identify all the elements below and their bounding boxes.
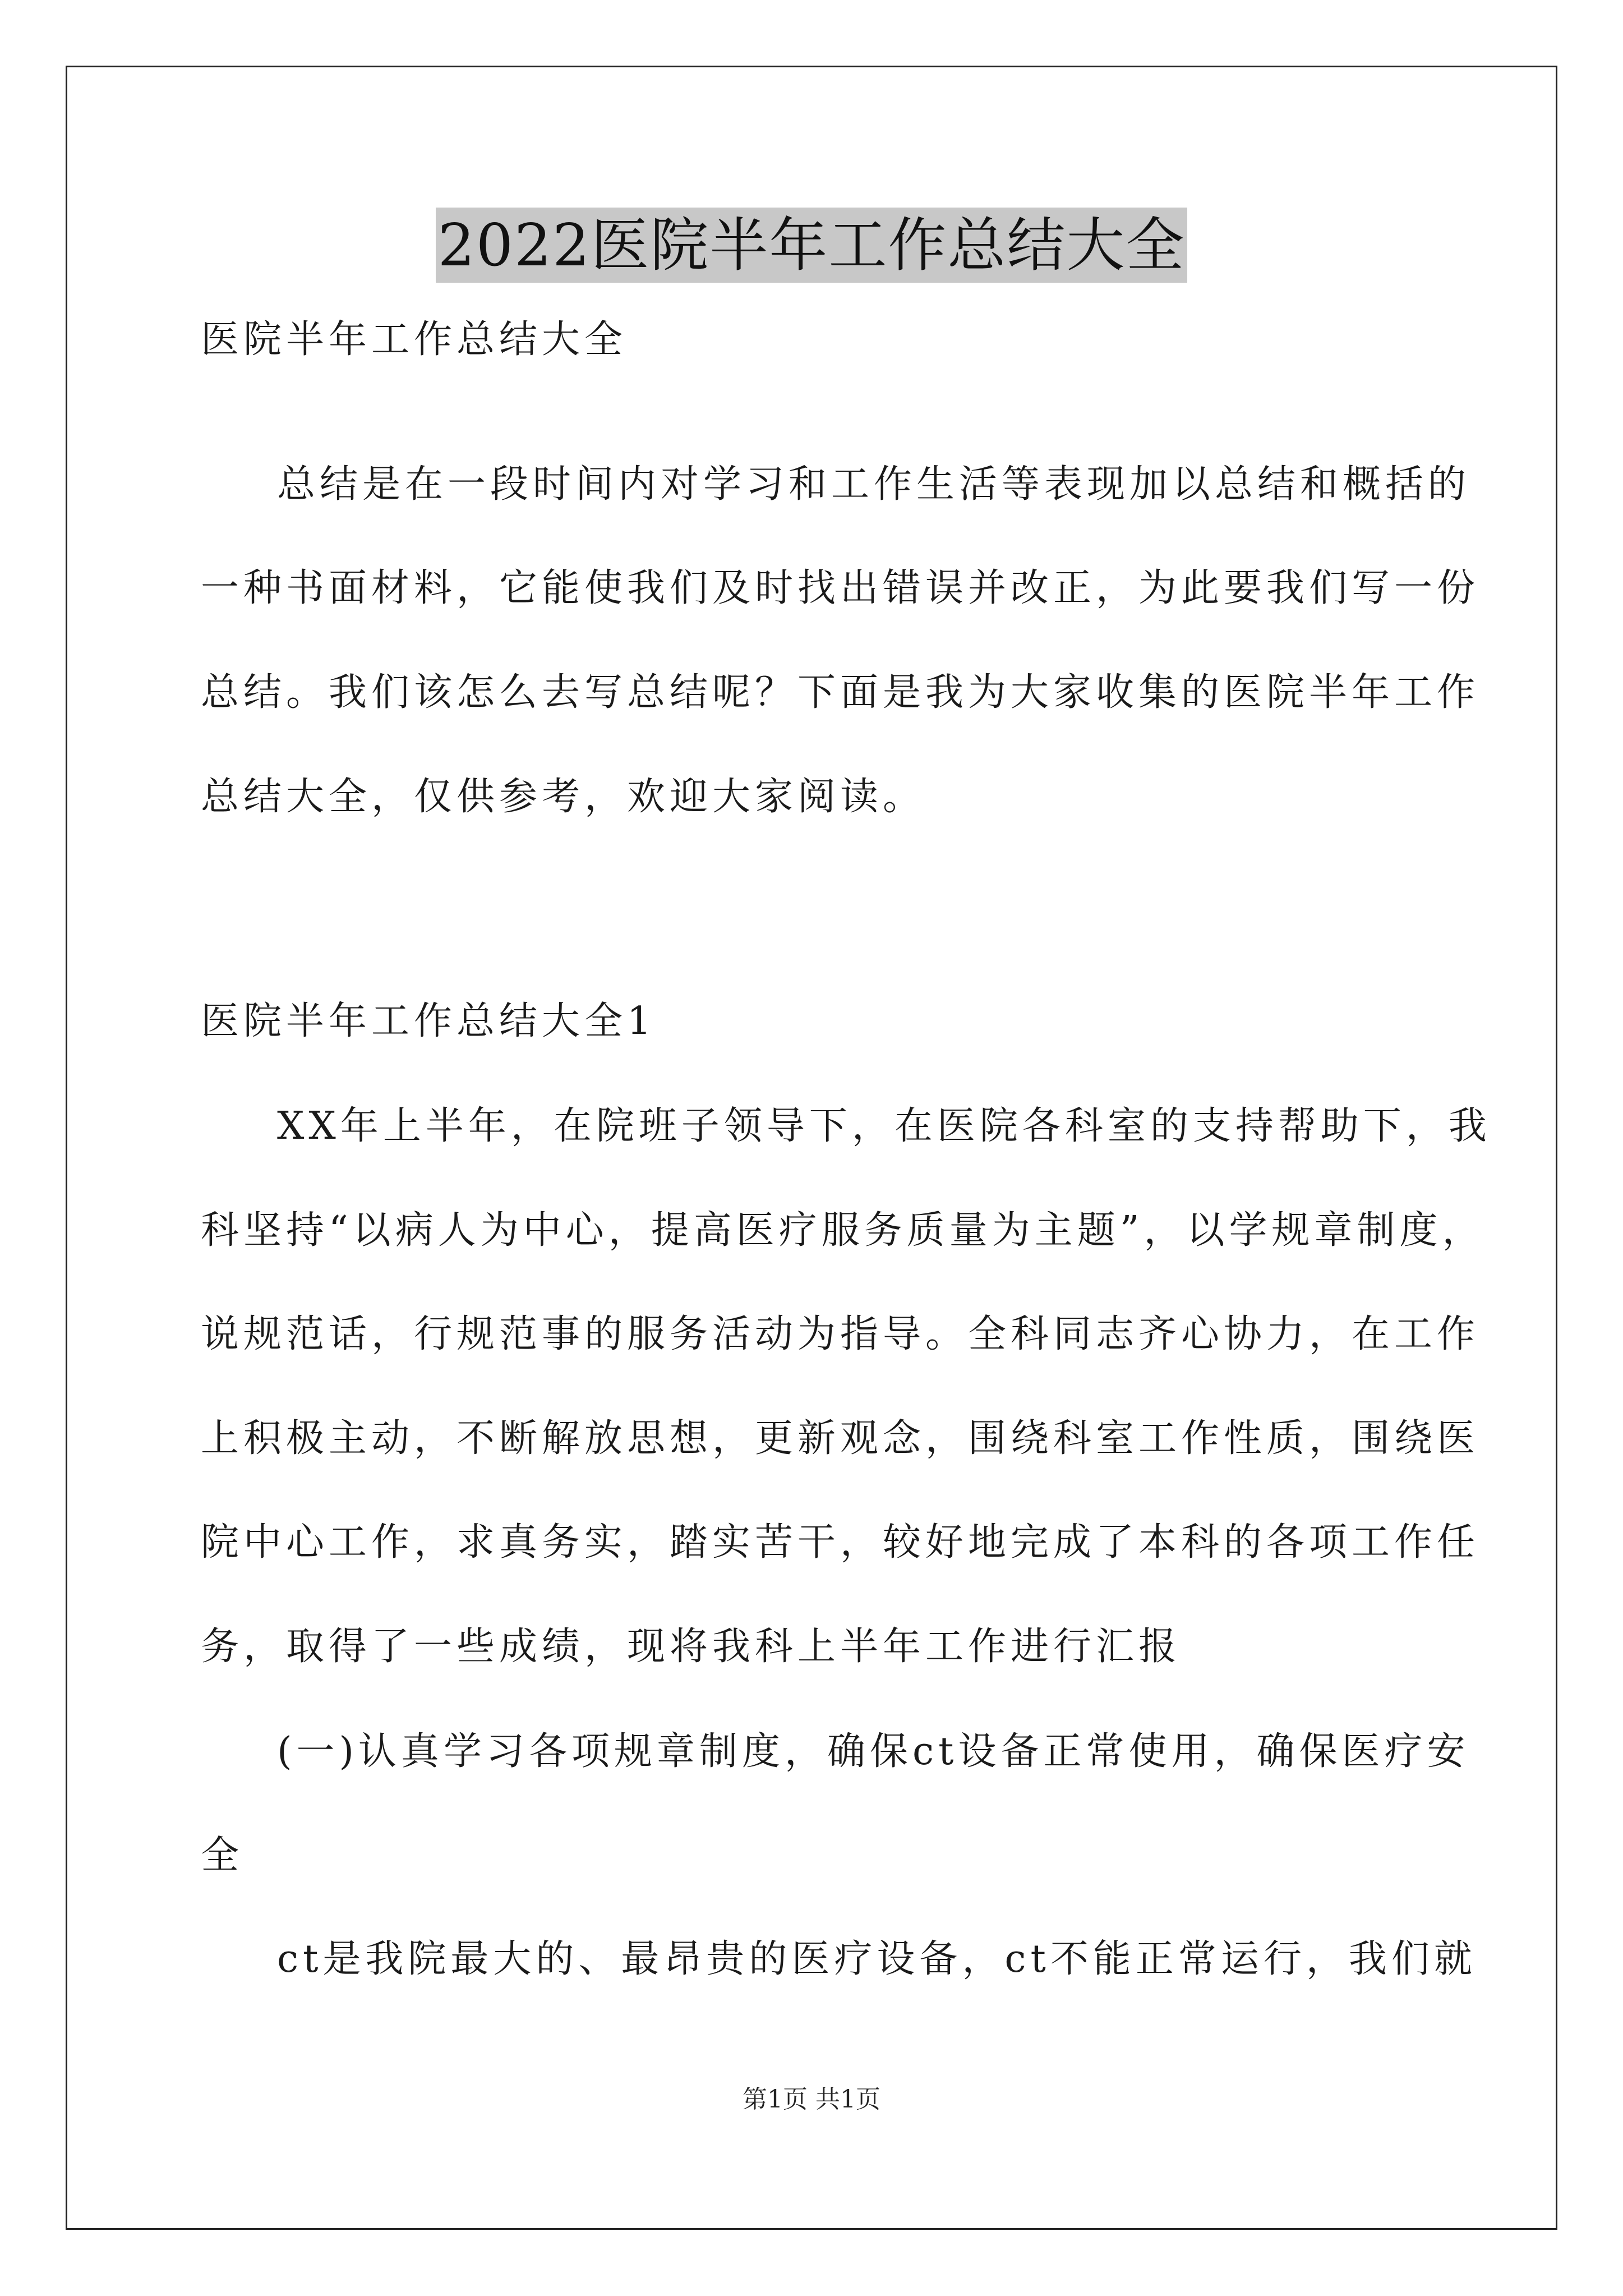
title-container bbox=[0, 208, 1623, 283]
subtitle-line: 医院半年工作总结大全 bbox=[201, 318, 628, 362]
intro-line-1: 总结是在一段时间内对学习和工作生活等表现加以总结和概括的 bbox=[277, 462, 1471, 507]
document-title: 2022医院半年工作总结大全 bbox=[436, 208, 1188, 283]
body-line-5: 院中心工作，求真务实，踏实苦干，较好地完成了本科的各项工作任 bbox=[201, 1520, 1480, 1565]
body-line-6: 务，取得了一些成绩，现将我科上半年工作进行汇报 bbox=[201, 1625, 1182, 1669]
body-line-2: 科坚持“以病人为中心，提高医疗服务质量为主题”，以学规章制度， bbox=[201, 1208, 1485, 1253]
page-footer: 第1页 共1页 bbox=[743, 2085, 880, 2114]
body-line-1: XX年上半年，在院班子领导下，在医院各科室的支持帮助下，我 bbox=[277, 1104, 1491, 1148]
body-line-4: 上积极主动，不断解放思想，更新观念，围绕科室工作性质，围绕医 bbox=[201, 1416, 1480, 1461]
section-heading-1: 医院半年工作总结大全1 bbox=[201, 999, 656, 1043]
subsection-line-1: (一)认真学习各项规章制度，确保ct设备正常使用，确保医疗安 bbox=[277, 1729, 1470, 1774]
intro-line-2: 一种书面材料，它能使我们及时找出错误并改正，为此要我们写一份 bbox=[201, 566, 1480, 610]
body-line-7: ct是我院最大的、最昂贵的医疗设备，ct不能正常运行，我们就 bbox=[277, 1937, 1477, 1981]
intro-line-4: 总结大全，仅供参考，欢迎大家阅读。 bbox=[201, 775, 926, 819]
subsection-line-2: 全 bbox=[201, 1833, 244, 1878]
body-line-3: 说规范话，行规范事的服务活动为指导。全科同志齐心协力，在工作 bbox=[201, 1312, 1480, 1356]
intro-line-3: 总结。我们该怎么去写总结呢？下面是我为大家收集的医院半年工作 bbox=[201, 670, 1480, 715]
